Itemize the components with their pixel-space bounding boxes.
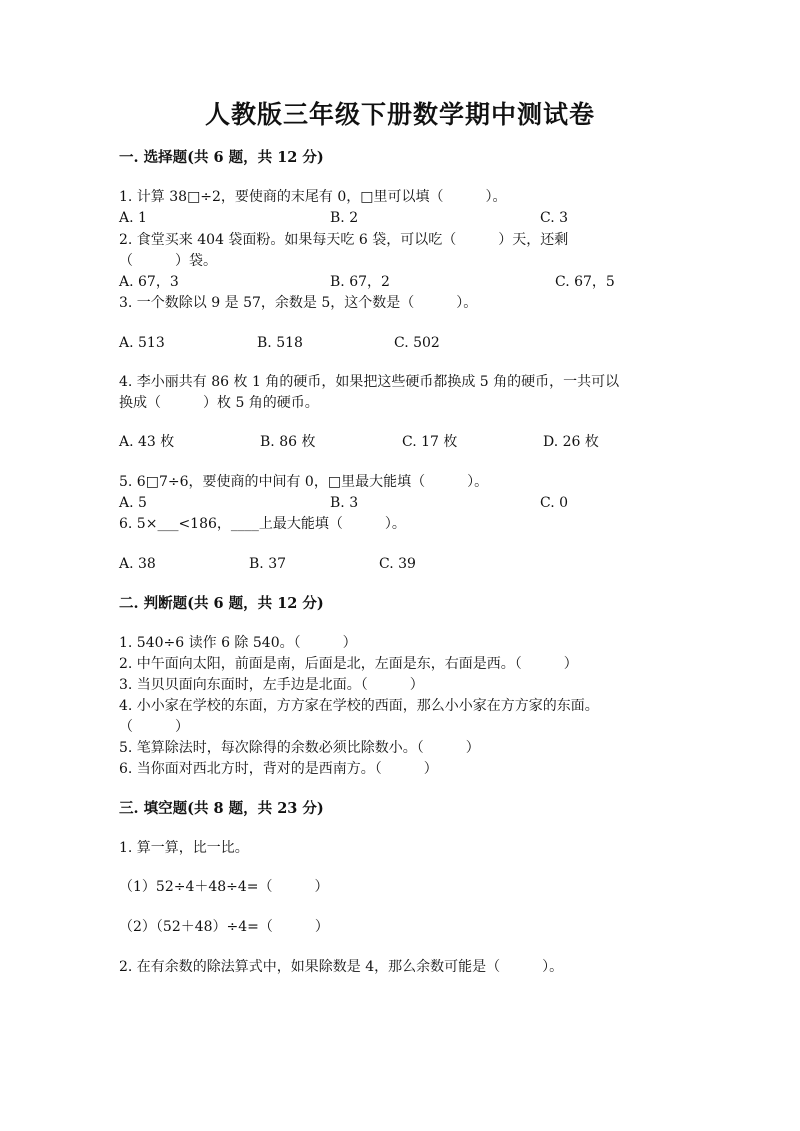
section-header-choice: 一. 选择题(共 6 题，共 12 分) (119, 149, 324, 166)
option-5a: A. 5 (119, 495, 147, 511)
option-2a: A. 67，3 (119, 274, 179, 290)
option-3b: B. 518 (257, 335, 303, 351)
option-1b: B. 2 (330, 210, 359, 226)
section-header-fill: 三. 填空题(共 8 题，共 23 分) (119, 800, 324, 817)
fill-1: 1. 算一算，比一比。 (119, 840, 249, 856)
option-1a: A. 1 (119, 210, 147, 226)
judgement-4: 4. 小小家在学校的东面，方方家在学校的西面，那么小小家在方方家的东面。 (119, 698, 599, 714)
fill-1-part1: （1）52÷4＋48÷4=（ ） (119, 879, 329, 895)
option-4d: D. 26 枚 (543, 434, 599, 450)
question-2-cont: （ ）袋。 (119, 253, 217, 269)
option-4c: C. 17 枚 (402, 434, 458, 450)
judgement-6: 6. 当你面对西北方时，背对的是西南方。（ ） (119, 761, 438, 777)
question-2: 2. 食堂买来 404 袋面粉。如果每天吃 6 袋，可以吃（ ）天，还剩 (119, 232, 569, 248)
option-4b: B. 86 枚 (260, 434, 316, 450)
option-1c: C. 3 (540, 210, 569, 226)
question-1: 1. 计算 38□÷2，要使商的末尾有 0，□里可以填（ ）。 (119, 189, 507, 205)
fill-2: 2. 在有余数的除法算式中，如果除数是 4，那么余数可能是（ ）。 (119, 959, 564, 975)
option-5c: C. 0 (540, 495, 569, 511)
exam-title: 人教版三年级下册数学期中测试卷 (204, 100, 595, 129)
section-header-judgement: 二. 判断题(共 6 题，共 12 分) (119, 595, 324, 612)
judgement-4-cont: （ ） (119, 719, 189, 735)
option-6a: A. 38 (119, 556, 156, 572)
judgement-5: 5. 笔算除法时，每次除得的余数必须比除数小。（ ） (119, 740, 480, 756)
option-6b: B. 37 (249, 556, 287, 572)
question-6: 6. 5×___<186，____上最大能填（ ）。 (119, 516, 406, 532)
judgement-2: 2. 中午面向太阳，前面是南，后面是北，左面是东，右面是西。（ ） (119, 656, 578, 672)
option-3c: C. 502 (394, 335, 440, 351)
option-6c: C. 39 (379, 556, 416, 572)
fill-1-part2: （2）（52＋48）÷4=（ ） (119, 919, 329, 935)
judgement-3: 3. 当贝贝面向东面时，左手边是北面。（ ） (119, 677, 424, 693)
option-5b: B. 3 (330, 495, 359, 511)
option-2c: C. 67，5 (555, 274, 615, 290)
question-3: 3. 一个数除以 9 是 57，余数是 5，这个数是（ ）。 (119, 295, 478, 311)
option-4a: A. 43 枚 (119, 434, 175, 450)
option-3a: A. 513 (119, 335, 165, 351)
question-5: 5. 6□7÷6，要使商的中间有 0，□里最大能填（ ）。 (119, 474, 489, 490)
judgement-1: 1. 540÷6 读作 6 除 540。（ ） (119, 635, 357, 651)
question-4-cont: 换成（ ）枚 5 角的硬币。 (119, 395, 319, 411)
question-4: 4. 李小丽共有 86 枚 1 角的硬币，如果把这些硬币都换成 5 角的硬币，一共可以 (119, 374, 620, 390)
option-2b: B. 67，2 (330, 274, 390, 290)
